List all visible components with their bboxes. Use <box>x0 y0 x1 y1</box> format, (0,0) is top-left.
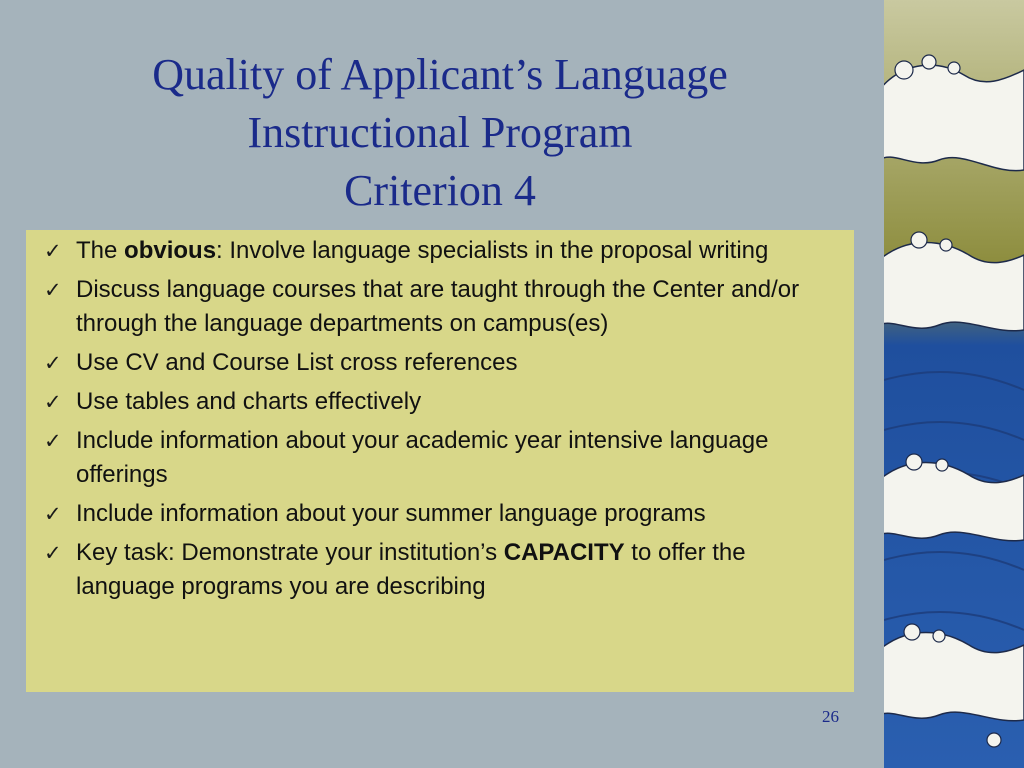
title-line: Quality of Applicant’s Language <box>152 50 728 99</box>
bullet-list <box>44 234 844 604</box>
checkmark-icon: ✓ <box>44 541 62 565</box>
slide-number: 26 <box>822 707 839 726</box>
bullet-item <box>44 536 844 604</box>
bullet-text: Use CV and Course List cross references <box>76 349 518 376</box>
bullet-item <box>44 346 844 380</box>
bullet-text: : Involve language specialists in the proposal writing <box>216 237 769 264</box>
content-box <box>26 230 854 692</box>
bullet-text: The <box>76 237 125 264</box>
bullet-text: Discuss language courses that are taught through the Center and/or through the language departments on campus(es) <box>76 276 800 337</box>
checkmark-icon: ✓ <box>44 351 62 375</box>
bullet-item <box>44 497 844 531</box>
bullet-text: Include information about your academic year intensive language offerings <box>76 427 769 488</box>
checkmark-icon: ✓ <box>44 502 62 526</box>
checkmark-icon: ✓ <box>44 239 62 263</box>
checkmark-icon: ✓ <box>44 278 62 302</box>
checkmark-icon: ✓ <box>44 390 62 414</box>
title-line: Criterion 4 <box>344 166 536 215</box>
bullet-text-bold: CAPACITY <box>503 539 625 566</box>
bullet-item <box>44 273 844 341</box>
bullet-text: Include information about your summer language programs <box>76 500 706 527</box>
bullet-text-bold: obvious <box>124 237 217 264</box>
checkmark-icon: ✓ <box>44 429 62 453</box>
bullet-text: to offer the language programs you are describing <box>76 539 746 600</box>
bullet-item <box>44 424 844 492</box>
title-line: Instructional Program <box>247 108 633 157</box>
bullet-text: Key task: Demonstrate your institution’s <box>76 539 504 566</box>
bullet-item <box>44 234 844 268</box>
bullet-item <box>44 385 844 419</box>
wave-decoration-image <box>884 0 1024 768</box>
bullet-text: Use tables and charts effectively <box>76 388 422 415</box>
slide-title <box>60 46 820 220</box>
